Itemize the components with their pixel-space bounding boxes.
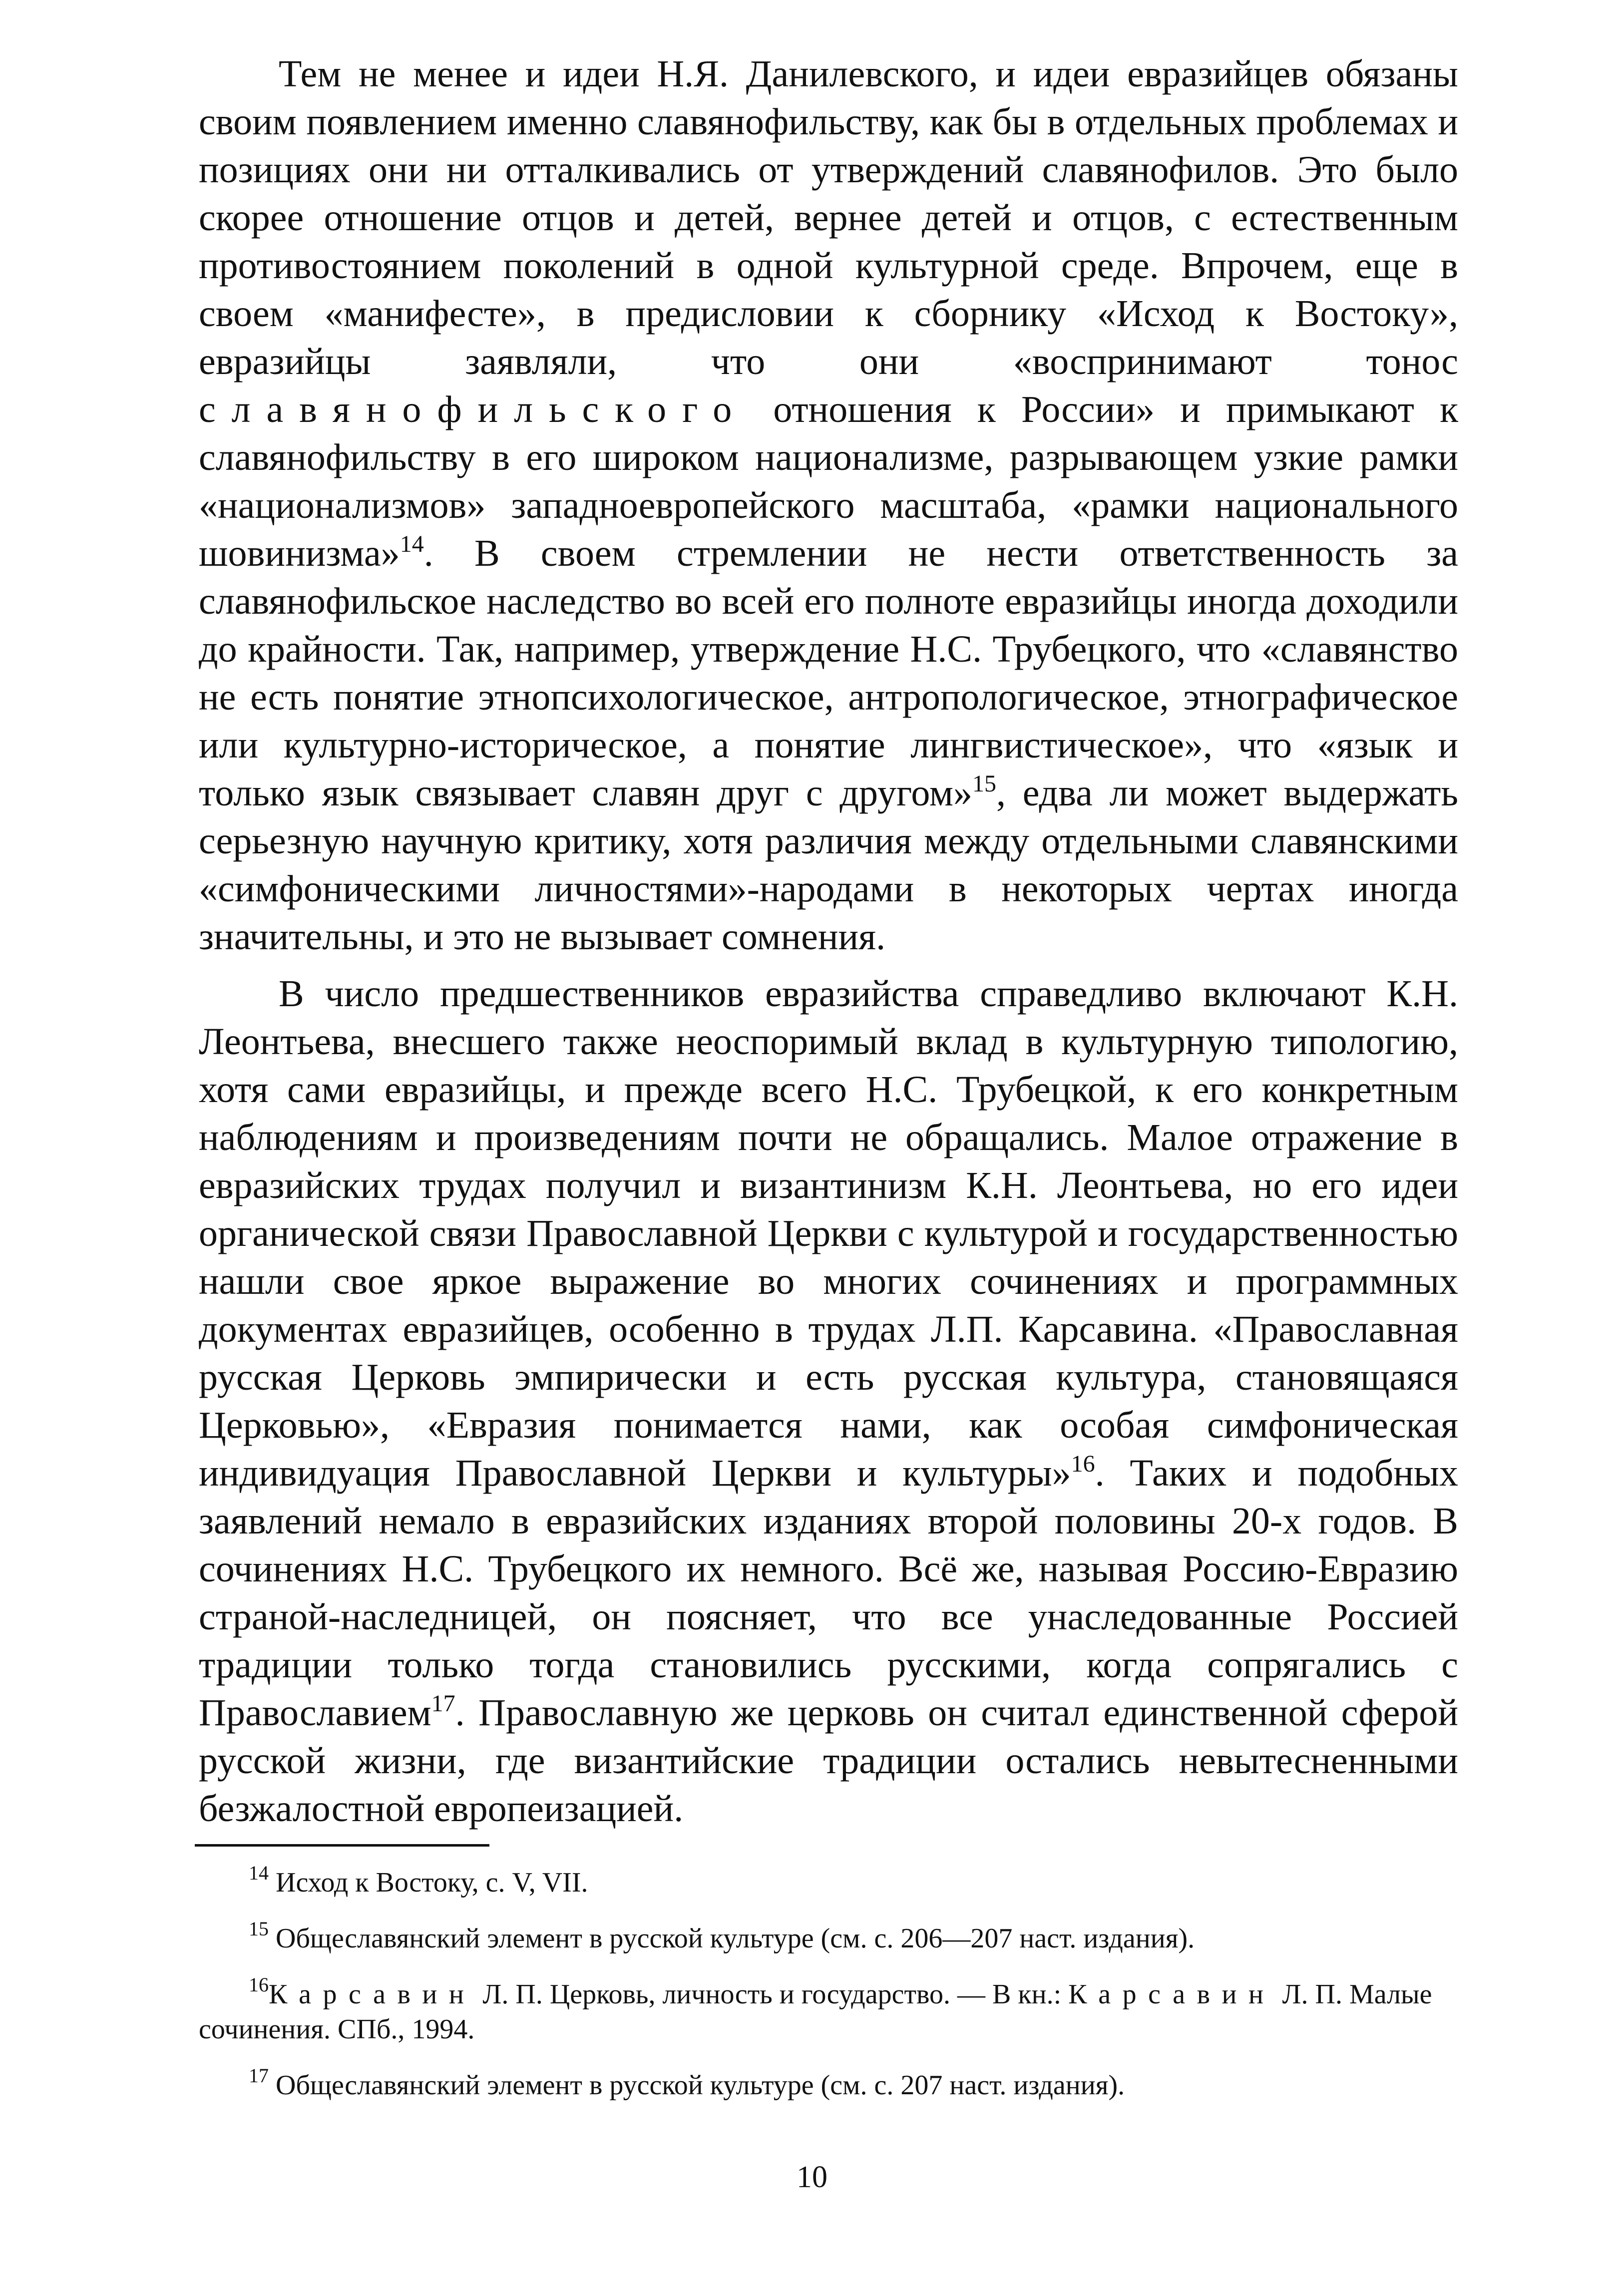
footnote-reference: 16 xyxy=(1071,1451,1095,1477)
footnote-author-name: Карсавин xyxy=(269,1979,476,2010)
paragraph-text: отношения к России» и примыкают к славянофильству в его широком национализме, разрывающем узкие рамки «национализмов» западноевропейского масштаба, «рамки национального шовинизма» xyxy=(199,388,1458,574)
paragraph-text: . Православную же церковь он считал единственной сферой русской жизни, где византийские традиции остались невытесненными безжалостной европеизацией. xyxy=(199,1692,1458,1830)
footnote-text: Общеславянский элемент в русской культуре (см. с. 207 наст. издания). xyxy=(269,2070,1125,2101)
footnote-17 xyxy=(199,2064,1458,2103)
paragraph xyxy=(199,970,1458,1833)
footnote-text: Л. П. Церковь, личность и государство. — В кн.: xyxy=(475,1979,1069,2010)
footnote-reference: 17 xyxy=(431,1690,455,1717)
paragraph-text: . В своем стремлении не нести ответственность за славянофильское наследство во всей его полноте евразийцы иногда доходили до крайности. Так, например, утверждение Н.С. Трубецкого, что «славянство не есть понятие этнопсихологическое, антропологическое, этнографическое или культурно-историческое, а понятие лингвистическое», что «язык и только язык связывает славян друг с другом» xyxy=(199,532,1458,814)
page-number: 10 xyxy=(797,2160,827,2194)
paragraph-text: В число предшественников евразийства справедливо включают К.Н. Леонтьева, внесшего также неоспоримый вклад в культурную типологию, хотя сами евразийцы, и прежде всего Н.С. Трубецкой, к его конкретным наблюдениям и произведениям почти не обращались. Малое отражение в евразийских трудах получил и византинизм К.Н. Леонтьева, но его идеи органической связи Православной Церкви с культурой и государственностью нашли свое яркое выражение во многих сочинениях и программных документах евразийцев, особенно в трудах Л.П. Карсавина. «Православная русская Церковь эмпирически и есть русская культура, становящаяся Церковью», «Евразия понимается нами, как особая симфоническая индивидуация Православной Церкви и культуры» xyxy=(199,973,1458,1494)
footnotes xyxy=(199,1862,1458,2124)
main-text xyxy=(199,50,1458,1833)
paragraph-text: Тем не менее и идеи Н.Я. Данилевского, и идеи евразийцев обязаны своим появлением именно славянофильству, как бы в отдельных проблемах и позициях они ни отталкивались от утверждений славянофилов. Это было скорее отношение отцов и детей, вернее детей и отцов, с естественным противостоянием поколений в одной культурной среде. Впрочем, еще в своем «манифесте», в предисловии к сборнику «Исход к Востоку», евразийцы заявляли, что они «воспринимают тонос xyxy=(199,53,1458,382)
footnote-15 xyxy=(199,1917,1458,1956)
footnote-reference: 14 xyxy=(400,531,424,557)
footnote-14 xyxy=(199,1862,1458,1900)
footnote-text: Исход к Востоку, с. V, VII. xyxy=(269,1867,588,1898)
footnote-number: 16 xyxy=(249,1973,269,1996)
footnote-reference: 15 xyxy=(972,770,996,797)
footnote-number: 14 xyxy=(249,1862,269,1884)
paragraph-text: . Таких и подобных заявлений немало в евразийских изданиях второй половины 20-х годов. В сочинениях Н.С. Трубецкого их немного. Всё же, называя Россию-Евразию страной-наследницей, он поясняет, что все унаследованные Россией традиции только тогда становились русскими, когда сопрягались с Православием xyxy=(199,1452,1458,1734)
footnote-author-name: Карсавин xyxy=(1068,1979,1275,2010)
paragraph-text: , едва ли может выдержать серьезную научную критику, хотя различия между отдельными славянскими «симфоническими личностями»-народами в некоторых чертах иногда значительны, и это не вызывает сомнения. xyxy=(199,772,1458,958)
footnote-number: 17 xyxy=(249,2064,269,2087)
footnote-number: 15 xyxy=(249,1917,269,1940)
footnote-text: Общеславянский элемент в русской культуре (см. с. 206—207 наст. издания). xyxy=(269,1923,1195,1954)
footnote-16 xyxy=(199,1973,1458,2047)
footnote-divider xyxy=(195,1844,489,1847)
spaced-emphasis-word: славянофильского xyxy=(199,388,748,430)
paragraph xyxy=(199,50,1458,961)
footnote-text: Л. П. Малые сочинения. СПб., 1994. xyxy=(199,1979,1432,2045)
